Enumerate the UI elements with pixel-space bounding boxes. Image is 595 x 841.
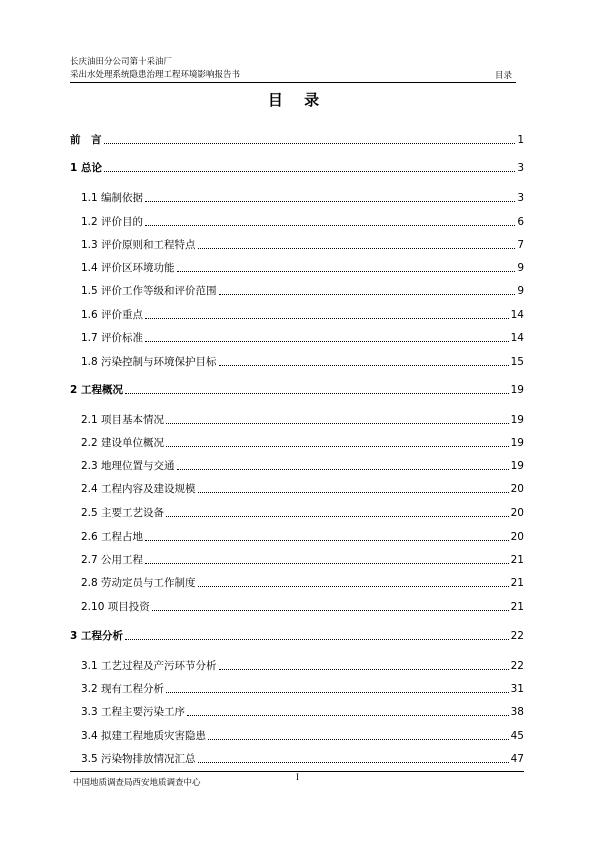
toc-dot-leader [198, 492, 509, 493]
toc-entry-page: 20 [510, 507, 524, 519]
toc-dot-leader [145, 318, 509, 319]
toc-entry-page: 9 [517, 262, 524, 274]
toc-entry-page: 22 [510, 660, 524, 672]
header-section: 目录 [494, 71, 512, 81]
toc-dot-leader [219, 365, 509, 366]
toc-entry[interactable] [81, 481, 524, 497]
toc-entry-page: 38 [510, 706, 524, 718]
toc-dot-leader [145, 201, 515, 202]
toc-dot-leader [125, 393, 509, 394]
toc-entry[interactable] [81, 354, 524, 370]
toc-entry[interactable] [81, 575, 524, 591]
toc-entry-label: 2.4 工程内容及建设规模 [81, 483, 196, 495]
toc-dot-leader [145, 341, 509, 342]
toc-entry-label: 2.1 项目基本情况 [81, 414, 165, 426]
toc-entry-label: 2 工程概况 [70, 384, 123, 396]
toc-entry-page: 6 [517, 216, 524, 228]
toc-dot-leader [145, 540, 509, 541]
toc-entry-label: 1.3 评价原则和工程特点 [81, 239, 196, 251]
toc-entry-page: 3 [517, 162, 524, 174]
toc-entry[interactable] [81, 458, 524, 474]
toc-entry-page: 21 [510, 577, 524, 589]
toc-entry-page: 15 [510, 356, 524, 368]
toc-entry-label: 2.7 公用工程 [81, 554, 144, 566]
toc-dot-leader [198, 248, 516, 249]
toc-entry[interactable] [81, 552, 524, 568]
toc-entry-page: 19 [510, 384, 524, 396]
toc-entry[interactable] [81, 260, 524, 276]
toc-dot-leader [166, 516, 509, 517]
header-company: 长庆油田分公司第十采油厂 [70, 57, 173, 67]
toc-entry[interactable] [81, 728, 524, 744]
toc-entry[interactable] [81, 751, 524, 767]
toc-entry[interactable] [70, 382, 524, 398]
toc-entry-page: 20 [510, 483, 524, 495]
toc-dot-leader [104, 171, 515, 172]
toc-entry-page: 20 [510, 531, 524, 543]
toc-entry-label: 1.5 评价工作等级和评价范围 [81, 285, 217, 297]
toc-entry-page: 45 [510, 730, 524, 742]
toc-entry[interactable] [81, 214, 524, 230]
toc-entry-page: 31 [510, 683, 524, 695]
toc-entry-label: 前 言 [70, 134, 102, 146]
toc-entry-label: 3.5 污染物排放情况汇总 [81, 753, 196, 765]
toc-entry[interactable] [81, 658, 524, 674]
toc-entry-label: 2.5 主要工艺设备 [81, 507, 165, 519]
toc-entry-page: 19 [510, 437, 524, 449]
toc-entry-page: 19 [510, 460, 524, 472]
toc-entry[interactable] [70, 628, 524, 644]
toc-entry-label: 1.4 评价区环境功能 [81, 262, 175, 274]
toc-entry-label: 3.2 现有工程分析 [81, 683, 165, 695]
toc-entry-page: 47 [510, 753, 524, 765]
toc-entry[interactable] [81, 330, 524, 346]
toc-entry-page: 9 [517, 285, 524, 297]
toc-dot-leader [145, 563, 509, 564]
toc-dot-leader [152, 610, 509, 611]
toc-entry-label: 2.8 劳动定员与工作制度 [81, 577, 196, 589]
toc-entry-page: 14 [510, 309, 524, 321]
toc-entry-label: 1.6 评价重点 [81, 309, 144, 321]
toc-title: 目 录 [267, 91, 328, 109]
toc-entry[interactable] [70, 132, 524, 148]
toc-entry-label: 3.1 工艺过程及产污环节分析 [81, 660, 217, 672]
header-report-title: 采出水处理系统隐患治理工程环境影响报告书 [70, 70, 241, 80]
toc-entry-page: 19 [510, 414, 524, 426]
toc-entry-page: 21 [510, 601, 524, 613]
toc-entry[interactable] [81, 412, 524, 428]
toc-entry-page: 14 [510, 332, 524, 344]
toc-entry[interactable] [81, 505, 524, 521]
toc-entry[interactable] [81, 283, 524, 299]
toc-dot-leader [198, 762, 509, 763]
toc-entry-label: 2.10 项目投资 [81, 601, 150, 613]
footer-organization: 中国地质调查局西安地质调查中心 [73, 778, 201, 788]
toc-dot-leader [166, 692, 509, 693]
toc-dot-leader [198, 586, 509, 587]
toc-entry-label: 1.2 评价目的 [81, 216, 144, 228]
toc-entry[interactable] [81, 307, 524, 323]
toc-entry[interactable] [81, 529, 524, 545]
header-rule [70, 82, 516, 83]
toc-dot-leader [166, 423, 509, 424]
toc-entry-page: 7 [517, 239, 524, 251]
toc-dot-leader [219, 294, 516, 295]
toc-entry[interactable] [81, 681, 524, 697]
toc-dot-leader [166, 446, 509, 447]
toc-dot-leader [145, 225, 515, 226]
toc-entry-label: 1.1 编制依据 [81, 192, 144, 204]
toc-entry-page: 3 [517, 192, 524, 204]
toc-entry[interactable] [81, 237, 524, 253]
toc-dot-leader [177, 469, 509, 470]
toc-entry[interactable] [81, 190, 524, 206]
toc-dot-leader [208, 739, 509, 740]
toc-entry-label: 2.2 建设单位概况 [81, 437, 165, 449]
toc-entry-label: 3 工程分析 [70, 630, 123, 642]
toc-entry-page: 21 [510, 554, 524, 566]
toc-dot-leader [125, 639, 509, 640]
toc-entry-label: 2.6 工程占地 [81, 531, 144, 543]
toc-entry-label: 3.4 拟建工程地质灾害隐患 [81, 730, 207, 742]
toc-entry-label: 1 总论 [70, 162, 102, 174]
toc-entry-label: 3.3 工程主要污染工序 [81, 706, 186, 718]
toc-dot-leader [177, 271, 516, 272]
toc-entry[interactable] [81, 435, 524, 451]
toc-entry-label: 1.8 污染控制与环境保护目标 [81, 356, 217, 368]
toc-entry[interactable] [81, 599, 524, 615]
toc-entry-page: 1 [517, 134, 524, 146]
toc-dot-leader [219, 669, 509, 670]
toc-entry-label: 2.3 地理位置与交通 [81, 460, 175, 472]
toc-dot-leader [187, 715, 509, 716]
footer-page-number: I [296, 772, 299, 782]
toc-entry[interactable] [70, 160, 524, 176]
toc-entry-label: 1.7 评价标准 [81, 332, 144, 344]
toc-entry[interactable] [81, 704, 524, 720]
toc-dot-leader [104, 143, 516, 144]
toc-entry-page: 22 [510, 630, 524, 642]
